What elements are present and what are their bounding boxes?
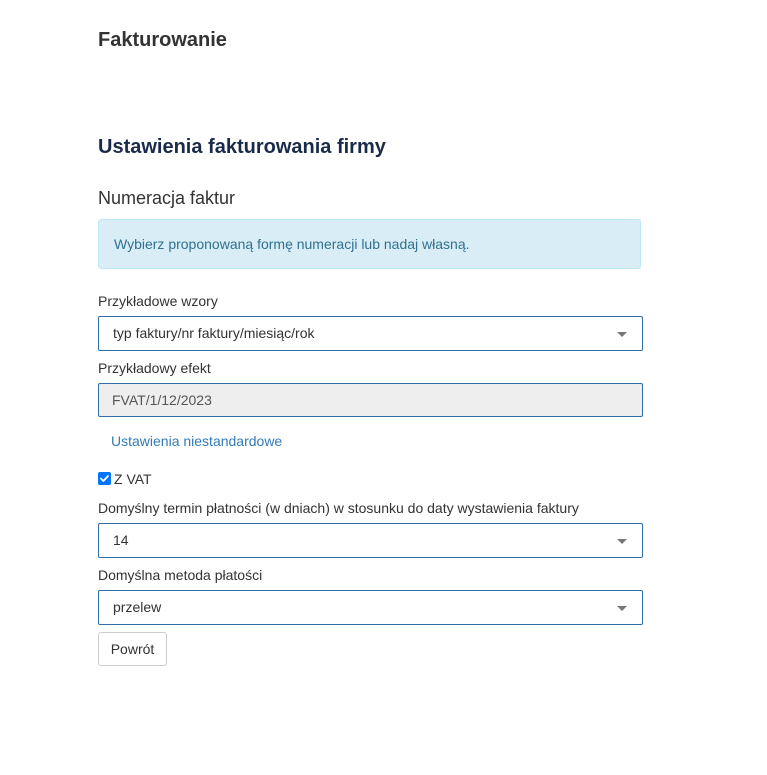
chevron-down-icon xyxy=(617,332,627,337)
example-readonly-field xyxy=(98,383,643,417)
pattern-select[interactable] xyxy=(98,316,643,351)
payment-term-select-value: 14 xyxy=(113,532,129,548)
payment-method-label: Domyślna metoda płatości xyxy=(98,567,263,583)
custom-settings-link[interactable]: Ustawienia niestandardowe xyxy=(111,433,283,449)
chevron-down-icon xyxy=(617,539,627,544)
vat-checkbox-label: Z VAT xyxy=(114,470,152,487)
payment-term-select[interactable] xyxy=(98,523,643,558)
pattern-label: Przykładowe wzory xyxy=(98,293,218,309)
subsection-title: Numeracja faktur xyxy=(98,188,236,208)
page-title: Fakturowanie xyxy=(98,29,227,51)
info-alert xyxy=(98,219,641,269)
chevron-down-icon xyxy=(617,606,627,611)
payment-method-select[interactable] xyxy=(98,590,643,625)
example-label: Przykładowy efekt xyxy=(98,360,211,376)
info-alert-text: Wybierz proponowaną formę numeracji lub nadaj własną. xyxy=(114,236,470,252)
vat-checkbox-row[interactable] xyxy=(98,470,152,486)
payment-method-select-value: przelew xyxy=(113,599,162,615)
example-value: FVAT/1/12/2023 xyxy=(112,392,212,408)
vat-checkbox[interactable] xyxy=(98,472,111,485)
section-title: Ustawienia fakturowania firmy xyxy=(98,136,386,158)
payment-term-label: Domyślny termin płatności (w dniach) w stosunku do daty wystawienia faktury xyxy=(98,500,579,516)
back-button[interactable]: Powrót xyxy=(98,632,167,666)
pattern-select-value: typ faktury/nr faktury/miesiąc/rok xyxy=(113,325,315,341)
checkmark-icon xyxy=(99,473,110,484)
